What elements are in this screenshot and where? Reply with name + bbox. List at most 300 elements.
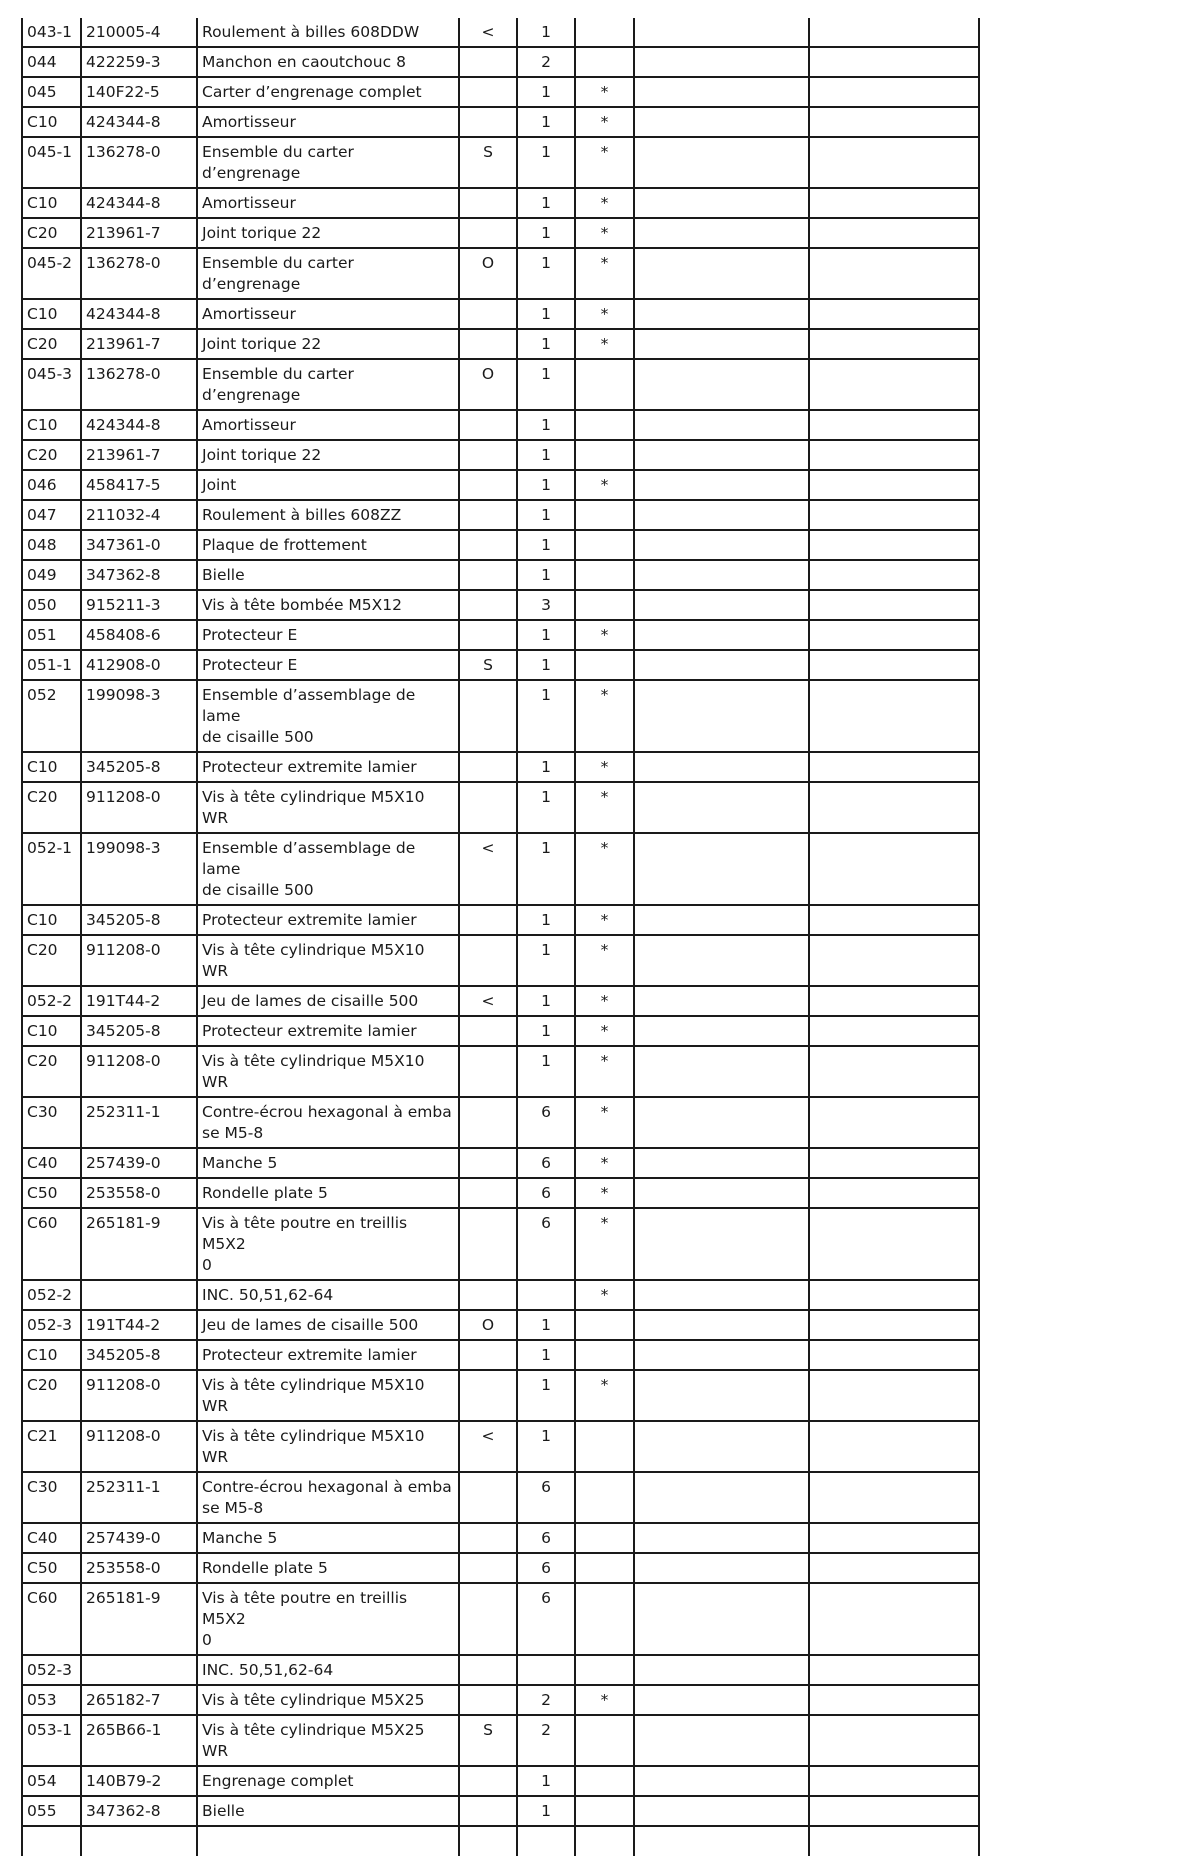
empty-column-cell: [809, 560, 979, 590]
table-row: [22, 560, 979, 590]
item-number-cell: C20: [22, 935, 81, 986]
empty-column-cell: [634, 650, 809, 680]
empty-column-cell: [809, 1421, 979, 1472]
empty-column-cell: [809, 1340, 979, 1370]
description-cell: Vis à tête cylindrique M5X25 WR: [197, 1715, 459, 1766]
quantity-cell: 2: [517, 1715, 575, 1766]
empty-column-cell: [634, 359, 809, 410]
item-number-cell: C10: [22, 299, 81, 329]
part-number-cell: 257439-0: [81, 1523, 197, 1553]
description-cell: Vis à tête cylindrique M5X10 WR: [197, 935, 459, 986]
item-number-cell: 046: [22, 470, 81, 500]
change-flag-cell: [459, 188, 517, 218]
quantity-cell: 1: [517, 440, 575, 470]
change-flag-cell: [459, 680, 517, 752]
part-number-cell: 265B66-1: [81, 1715, 197, 1766]
change-flag-cell: [459, 1016, 517, 1046]
item-number-cell: 054: [22, 1766, 81, 1796]
part-number-cell: 136278-0: [81, 359, 197, 410]
quantity-cell: 2: [517, 47, 575, 77]
part-number-cell: 911208-0: [81, 782, 197, 833]
empty-column-cell: [809, 188, 979, 218]
asterisk-mark-cell: [575, 1421, 634, 1472]
table-row: [22, 248, 979, 299]
empty-column-cell: [634, 410, 809, 440]
table-row: [22, 1796, 979, 1826]
empty-column-cell: [809, 107, 979, 137]
item-number-cell: C10: [22, 188, 81, 218]
change-flag-cell: [459, 1046, 517, 1097]
item-number-cell: 052-3: [22, 1310, 81, 1340]
quantity-cell: 1: [517, 833, 575, 905]
asterisk-mark-cell: *: [575, 470, 634, 500]
asterisk-mark-cell: *: [575, 935, 634, 986]
description-cell: Vis à tête poutre en treillis M5X2 0: [197, 1208, 459, 1280]
description-cell: Vis à tête cylindrique M5X10 WR: [197, 782, 459, 833]
description-cell: Plaque de frottement: [197, 530, 459, 560]
part-number-cell: 136278-0: [81, 137, 197, 188]
empty-column-cell: [809, 1310, 979, 1340]
empty-column-cell: [809, 935, 979, 986]
part-number-cell: 911208-0: [81, 935, 197, 986]
asterisk-mark-cell: [575, 1583, 634, 1655]
quantity-cell: 6: [517, 1472, 575, 1523]
table-row: [22, 77, 979, 107]
description-cell: Ensemble d’assemblage de lame de cisaille 500: [197, 833, 459, 905]
table-row: [22, 1208, 979, 1280]
parts-table-body: [22, 18, 979, 1856]
item-number-cell: C60: [22, 1583, 81, 1655]
quantity-cell: 1: [517, 107, 575, 137]
description-cell: Engrenage complet: [197, 1766, 459, 1796]
empty-column-cell: [809, 680, 979, 752]
empty-column-cell: [634, 1148, 809, 1178]
item-number-cell: 043-1: [22, 18, 81, 47]
part-number-cell: 213961-7: [81, 218, 197, 248]
asterisk-mark-cell: *: [575, 137, 634, 188]
asterisk-mark-cell: [575, 500, 634, 530]
change-flag-cell: O: [459, 359, 517, 410]
item-number-cell: 052-2: [22, 986, 81, 1016]
change-flag-cell: [459, 1097, 517, 1148]
item-number-cell: 052-3: [22, 1655, 81, 1685]
part-number-cell: 345205-8: [81, 905, 197, 935]
item-number-cell: 052: [22, 680, 81, 752]
description-cell: INC. 50,51,62-64: [197, 1655, 459, 1685]
change-flag-cell: [459, 470, 517, 500]
quantity-cell: 1: [517, 18, 575, 47]
description-cell: Protecteur E: [197, 650, 459, 680]
empty-column-cell: [634, 680, 809, 752]
empty-column-cell: [809, 137, 979, 188]
item-number-cell: 055: [22, 1796, 81, 1826]
table-row: [22, 1523, 979, 1553]
empty-column-cell: [809, 1685, 979, 1715]
table-row: [22, 782, 979, 833]
description-cell: Vis à tête cylindrique M5X10 WR: [197, 1046, 459, 1097]
description-cell: Ensemble du carter d’engrenage: [197, 248, 459, 299]
empty-column-cell: [634, 440, 809, 470]
change-flag-cell: [459, 530, 517, 560]
part-number-cell: 140F22-5: [81, 77, 197, 107]
item-number-cell: C50: [22, 1553, 81, 1583]
asterisk-mark-cell: [575, 590, 634, 620]
description-cell: Manche 5: [197, 1523, 459, 1553]
empty-column-cell: [809, 47, 979, 77]
part-number-cell: 210005-4: [81, 18, 197, 47]
table-row: [22, 650, 979, 680]
quantity-cell: 1: [517, 560, 575, 590]
part-number-cell: 915211-3: [81, 590, 197, 620]
part-number-cell: 347362-8: [81, 560, 197, 590]
asterisk-mark-cell: *: [575, 77, 634, 107]
table-row: [22, 359, 979, 410]
empty-column-cell: [634, 590, 809, 620]
asterisk-mark-cell: [575, 1310, 634, 1340]
item-number-cell: 051: [22, 620, 81, 650]
quantity-cell: 1: [517, 680, 575, 752]
change-flag-cell: O: [459, 1310, 517, 1340]
empty-column-cell: [634, 1826, 809, 1856]
empty-column-cell: [809, 1655, 979, 1685]
empty-column-cell: [634, 1016, 809, 1046]
part-number-cell: 424344-8: [81, 299, 197, 329]
quantity-cell: 6: [517, 1553, 575, 1583]
empty-column-cell: [809, 1178, 979, 1208]
empty-column-cell: [634, 1370, 809, 1421]
asterisk-mark-cell: [575, 560, 634, 590]
part-number-cell: 345205-8: [81, 752, 197, 782]
empty-column-cell: [634, 905, 809, 935]
asterisk-mark-cell: [575, 1655, 634, 1685]
part-number-cell: 211032-4: [81, 500, 197, 530]
empty-column-cell: [809, 218, 979, 248]
empty-column-cell: [809, 1553, 979, 1583]
asterisk-mark-cell: [575, 650, 634, 680]
empty-column-cell: [634, 752, 809, 782]
quantity-cell: 1: [517, 530, 575, 560]
empty-column-cell: [634, 833, 809, 905]
empty-column-cell: [809, 1523, 979, 1553]
empty-column-cell: [809, 986, 979, 1016]
description-cell: Vis à tête poutre en treillis M5X2 0: [197, 1583, 459, 1655]
table-row: [22, 1553, 979, 1583]
empty-column-cell: [809, 1796, 979, 1826]
table-row: [22, 329, 979, 359]
table-row: [22, 1046, 979, 1097]
empty-column-cell: [634, 47, 809, 77]
description-cell: Bielle: [197, 1796, 459, 1826]
change-flag-cell: [459, 620, 517, 650]
empty-column-cell: [634, 1280, 809, 1310]
description-cell: Contre-écrou hexagonal à emba se M5-8: [197, 1097, 459, 1148]
change-flag-cell: [459, 1655, 517, 1685]
quantity-cell: 1: [517, 620, 575, 650]
description-cell: Manchon en caoutchouc 8: [197, 47, 459, 77]
part-number-cell: 911208-0: [81, 1421, 197, 1472]
asterisk-mark-cell: *: [575, 1208, 634, 1280]
quantity-cell: 1: [517, 752, 575, 782]
change-flag-cell: [459, 107, 517, 137]
item-number-cell: 052-2: [22, 1280, 81, 1310]
empty-column-cell: [809, 1097, 979, 1148]
empty-column-cell: [634, 218, 809, 248]
item-number-cell: C20: [22, 782, 81, 833]
item-number-cell: C60: [22, 1208, 81, 1280]
description-cell: Amortisseur: [197, 410, 459, 440]
part-number-cell: 347361-0: [81, 530, 197, 560]
asterisk-mark-cell: [575, 1766, 634, 1796]
parts-list-page: [21, 18, 980, 1856]
empty-column-cell: [634, 1421, 809, 1472]
table-row: [22, 1340, 979, 1370]
quantity-cell: 1: [517, 1766, 575, 1796]
empty-column-cell: [809, 1715, 979, 1766]
part-number-cell: [81, 1280, 197, 1310]
description-cell: Protecteur extremite lamier: [197, 1016, 459, 1046]
table-row: [22, 1715, 979, 1766]
asterisk-mark-cell: [575, 1472, 634, 1523]
quantity-cell: 1: [517, 905, 575, 935]
asterisk-mark-cell: [575, 1715, 634, 1766]
part-number-cell: 253558-0: [81, 1553, 197, 1583]
part-number-cell: 265181-9: [81, 1208, 197, 1280]
empty-column-cell: [634, 620, 809, 650]
part-number-cell: 213961-7: [81, 329, 197, 359]
item-number-cell: 048: [22, 530, 81, 560]
table-row: [22, 1148, 979, 1178]
item-number-cell: 045-3: [22, 359, 81, 410]
item-number-cell: C10: [22, 410, 81, 440]
asterisk-mark-cell: *: [575, 299, 634, 329]
table-row: [22, 935, 979, 986]
description-cell: Protecteur E: [197, 620, 459, 650]
table-row: [22, 752, 979, 782]
part-number-cell: 191T44-2: [81, 1310, 197, 1340]
empty-column-cell: [809, 782, 979, 833]
quantity-cell: 6: [517, 1583, 575, 1655]
description-cell: Ensemble du carter d’engrenage: [197, 359, 459, 410]
table-row: [22, 833, 979, 905]
quantity-cell: 1: [517, 1340, 575, 1370]
change-flag-cell: [459, 782, 517, 833]
asterisk-mark-cell: *: [575, 1178, 634, 1208]
change-flag-cell: [459, 440, 517, 470]
change-flag-cell: [459, 1583, 517, 1655]
asterisk-mark-cell: [575, 1796, 634, 1826]
empty-column-cell: [809, 248, 979, 299]
asterisk-mark-cell: *: [575, 620, 634, 650]
asterisk-mark-cell: [575, 1826, 634, 1856]
change-flag-cell: [459, 905, 517, 935]
asterisk-mark-cell: *: [575, 986, 634, 1016]
asterisk-mark-cell: [575, 410, 634, 440]
empty-column-cell: [634, 1523, 809, 1553]
empty-column-cell: [809, 530, 979, 560]
description-cell: Amortisseur: [197, 299, 459, 329]
item-number-cell: 045: [22, 77, 81, 107]
item-number-cell: 044: [22, 47, 81, 77]
description-cell: Rondelle plate 5: [197, 1178, 459, 1208]
asterisk-mark-cell: *: [575, 680, 634, 752]
table-row: [22, 1421, 979, 1472]
empty-column-cell: [634, 137, 809, 188]
part-number-cell: 345205-8: [81, 1340, 197, 1370]
quantity-cell: 2: [517, 1685, 575, 1715]
part-number-cell: 199098-3: [81, 680, 197, 752]
item-number-cell: C20: [22, 1370, 81, 1421]
quantity-cell: 3: [517, 590, 575, 620]
change-flag-cell: <: [459, 986, 517, 1016]
item-number-cell: 051-1: [22, 650, 81, 680]
change-flag-cell: [459, 1796, 517, 1826]
empty-column-cell: [634, 1046, 809, 1097]
asterisk-mark-cell: *: [575, 188, 634, 218]
change-flag-cell: [459, 752, 517, 782]
empty-column-cell: [634, 248, 809, 299]
description-cell: Protecteur extremite lamier: [197, 1340, 459, 1370]
asterisk-mark-cell: *: [575, 1370, 634, 1421]
part-number-cell: 347362-8: [81, 1796, 197, 1826]
asterisk-mark-cell: [575, 530, 634, 560]
table-row: [22, 18, 979, 47]
table-row: [22, 1370, 979, 1421]
quantity-cell: 1: [517, 782, 575, 833]
item-number-cell: 052-1: [22, 833, 81, 905]
table-row: [22, 1766, 979, 1796]
change-flag-cell: S: [459, 137, 517, 188]
empty-column-cell: [634, 500, 809, 530]
asterisk-mark-cell: *: [575, 218, 634, 248]
table-row: [22, 1826, 979, 1856]
empty-column-cell: [809, 470, 979, 500]
empty-column-cell: [634, 1340, 809, 1370]
empty-column-cell: [809, 440, 979, 470]
asterisk-mark-cell: [575, 18, 634, 47]
asterisk-mark-cell: *: [575, 1685, 634, 1715]
table-row: [22, 218, 979, 248]
empty-column-cell: [634, 188, 809, 218]
empty-column-cell: [809, 1046, 979, 1097]
empty-column-cell: [634, 1583, 809, 1655]
table-row: [22, 905, 979, 935]
quantity-cell: 1: [517, 188, 575, 218]
change-flag-cell: [459, 1766, 517, 1796]
table-row: [22, 500, 979, 530]
description-cell: Joint: [197, 470, 459, 500]
quantity-cell: 6: [517, 1208, 575, 1280]
quantity-cell: 1: [517, 1310, 575, 1340]
table-row: [22, 620, 979, 650]
quantity-cell: 1: [517, 470, 575, 500]
table-row: [22, 1472, 979, 1523]
change-flag-cell: <: [459, 18, 517, 47]
part-number-cell: 140B79-2: [81, 1766, 197, 1796]
asterisk-mark-cell: *: [575, 782, 634, 833]
item-number-cell: 050: [22, 590, 81, 620]
item-number-cell: C40: [22, 1523, 81, 1553]
table-row: [22, 47, 979, 77]
part-number-cell: 265182-7: [81, 1685, 197, 1715]
change-flag-cell: O: [459, 248, 517, 299]
empty-column-cell: [809, 359, 979, 410]
description-cell: Amortisseur: [197, 107, 459, 137]
empty-column-cell: [809, 590, 979, 620]
empty-column-cell: [634, 470, 809, 500]
item-number-cell: C50: [22, 1178, 81, 1208]
change-flag-cell: [459, 1685, 517, 1715]
description-cell: Protecteur extremite lamier: [197, 752, 459, 782]
quantity-cell: 6: [517, 1523, 575, 1553]
part-number-cell: 191T44-2: [81, 986, 197, 1016]
table-row: [22, 470, 979, 500]
empty-column-cell: [809, 1472, 979, 1523]
empty-column-cell: [634, 1097, 809, 1148]
asterisk-mark-cell: [575, 47, 634, 77]
table-row: [22, 107, 979, 137]
quantity-cell: 1: [517, 248, 575, 299]
item-number-cell: C20: [22, 218, 81, 248]
table-row: [22, 410, 979, 440]
asterisk-mark-cell: *: [575, 329, 634, 359]
empty-column-cell: [634, 935, 809, 986]
quantity-cell: [517, 1655, 575, 1685]
part-number-cell: 424344-8: [81, 107, 197, 137]
empty-column-cell: [809, 1583, 979, 1655]
description-cell: Protecteur extremite lamier: [197, 905, 459, 935]
quantity-cell: [517, 1280, 575, 1310]
asterisk-mark-cell: *: [575, 1046, 634, 1097]
description-cell: Vis à tête cylindrique M5X10 WR: [197, 1370, 459, 1421]
part-number-cell: 911208-0: [81, 1046, 197, 1097]
asterisk-mark-cell: *: [575, 248, 634, 299]
change-flag-cell: [459, 1553, 517, 1583]
part-number-cell: 252311-1: [81, 1097, 197, 1148]
change-flag-cell: [459, 1208, 517, 1280]
parts-table: [21, 18, 980, 1856]
item-number-cell: C30: [22, 1097, 81, 1148]
change-flag-cell: S: [459, 1715, 517, 1766]
empty-column-cell: [809, 1148, 979, 1178]
item-number-cell: C10: [22, 1016, 81, 1046]
change-flag-cell: [459, 1280, 517, 1310]
empty-column-cell: [634, 1208, 809, 1280]
quantity-cell: 6: [517, 1148, 575, 1178]
part-number-cell: 911208-0: [81, 1370, 197, 1421]
description-cell: Joint torique 22: [197, 329, 459, 359]
empty-column-cell: [634, 530, 809, 560]
empty-column-cell: [809, 1016, 979, 1046]
quantity-cell: 1: [517, 500, 575, 530]
description-cell: Bielle: [197, 560, 459, 590]
change-flag-cell: [459, 590, 517, 620]
empty-column-cell: [809, 329, 979, 359]
change-flag-cell: [459, 1523, 517, 1553]
item-number-cell: C20: [22, 1046, 81, 1097]
part-number-cell: 422259-3: [81, 47, 197, 77]
quantity-cell: 1: [517, 329, 575, 359]
asterisk-mark-cell: *: [575, 833, 634, 905]
empty-column-cell: [634, 1310, 809, 1340]
description-cell: Vis à tête cylindrique M5X25: [197, 1685, 459, 1715]
empty-column-cell: [634, 329, 809, 359]
item-number-cell: 047: [22, 500, 81, 530]
change-flag-cell: <: [459, 833, 517, 905]
empty-column-cell: [634, 1178, 809, 1208]
quantity-cell: 1: [517, 410, 575, 440]
change-flag-cell: [459, 77, 517, 107]
item-number-cell: C40: [22, 1148, 81, 1178]
